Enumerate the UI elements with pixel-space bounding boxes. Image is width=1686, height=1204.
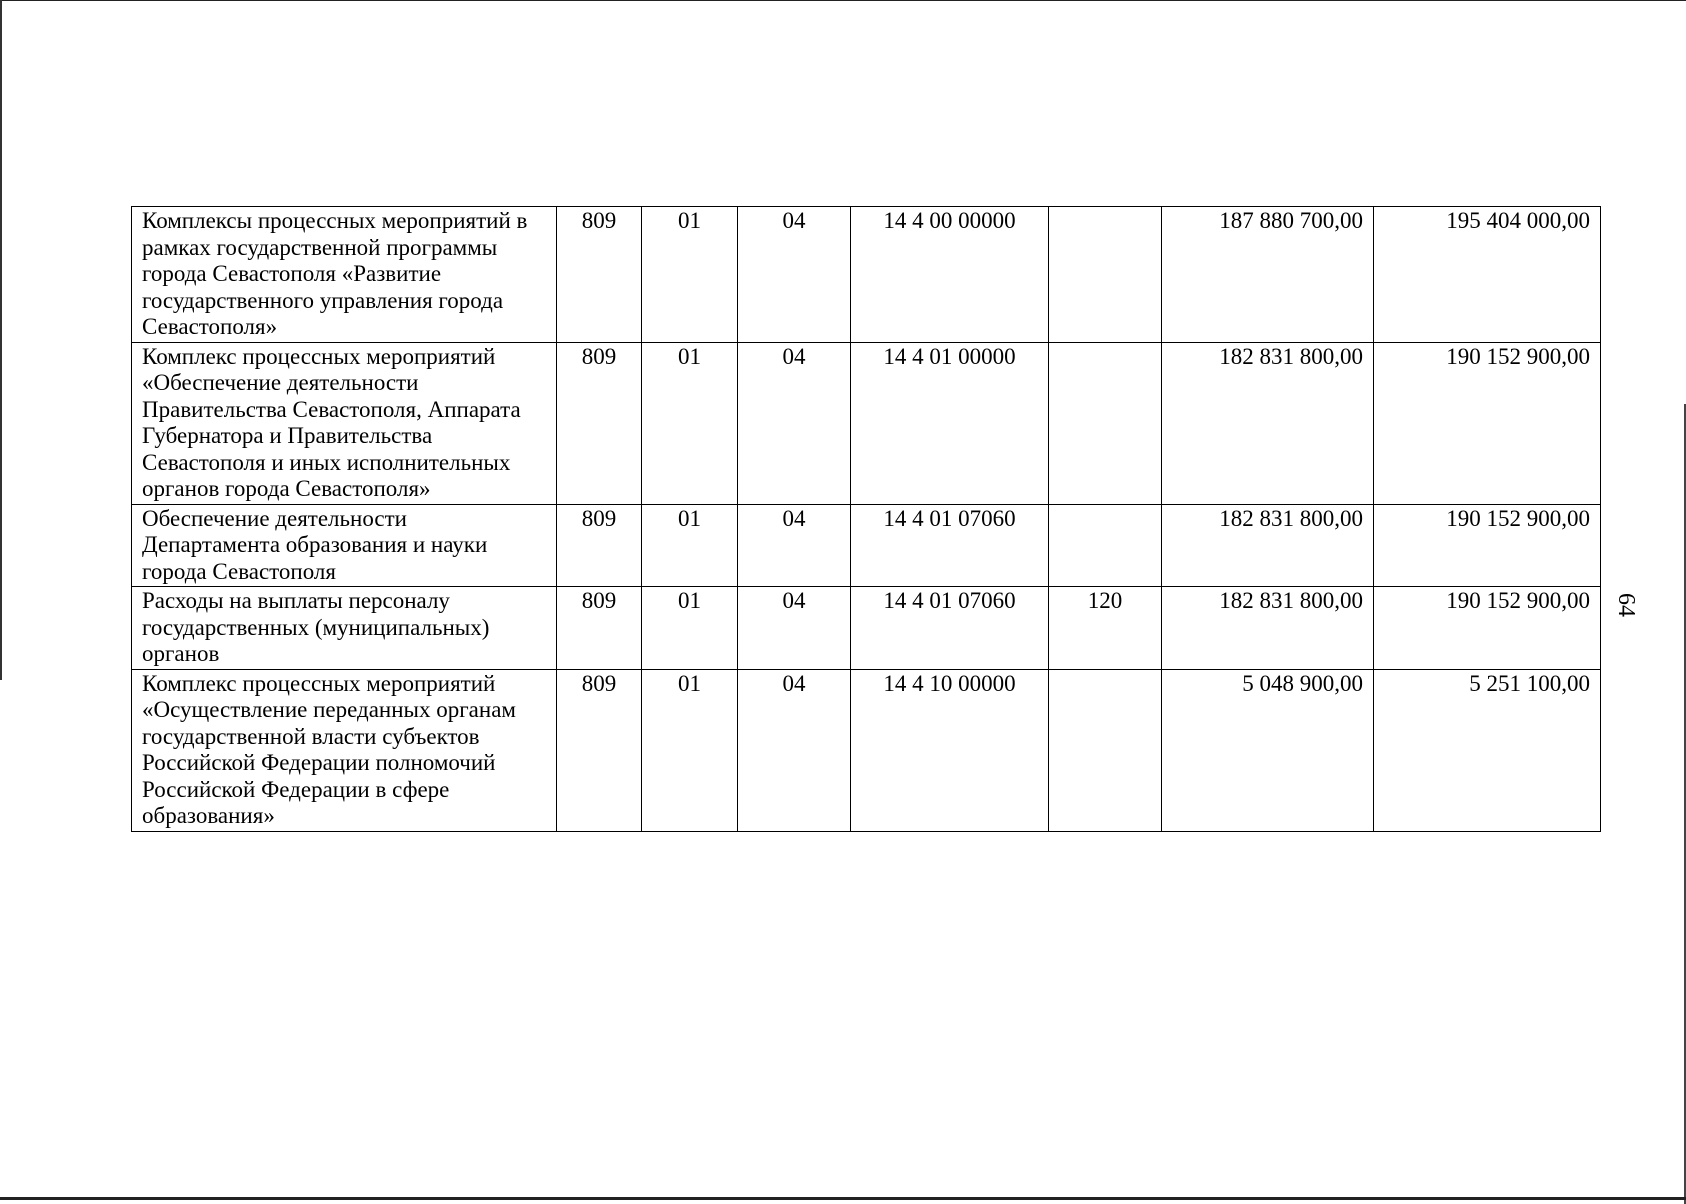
amount-year-2: 195 404 000,00 [1374, 207, 1601, 343]
table-row [132, 587, 1601, 670]
target-article-code: 14 4 01 07060 [851, 587, 1049, 670]
amount-year-1: 182 831 800,00 [1162, 342, 1374, 504]
amount-year-2: 190 152 900,00 [1374, 504, 1601, 587]
subsection-code: 04 [738, 504, 851, 587]
target-article-code: 14 4 00 00000 [851, 207, 1049, 343]
row-name: Комплекс процессных мероприятий «Осуществление переданных органам государственной власти субъектов Российской Федерации полномочий Российской Федерации в сфере образования» [132, 669, 557, 831]
grbs-code: 809 [557, 669, 642, 831]
section-code: 01 [642, 587, 738, 670]
amount-year-1: 187 880 700,00 [1162, 207, 1374, 343]
amount-year-2: 190 152 900,00 [1374, 342, 1601, 504]
budget-table [131, 206, 1601, 832]
row-name: Обеспечение деятельности Департамента образования и науки города Севастополя [132, 504, 557, 587]
subsection-code: 04 [738, 587, 851, 670]
grbs-code: 809 [557, 342, 642, 504]
target-article-code: 14 4 10 00000 [851, 669, 1049, 831]
expense-type-code [1049, 207, 1162, 343]
row-name: Комплексы процессных мероприятий в рамках государственной программы города Севастополя «Развитие государственного управления города Севастополя» [132, 207, 557, 343]
amount-year-1: 5 048 900,00 [1162, 669, 1374, 831]
table-row [132, 342, 1601, 504]
page-number: 64 [1613, 593, 1639, 617]
expense-type-code [1049, 669, 1162, 831]
subsection-code: 04 [738, 669, 851, 831]
amount-year-1: 182 831 800,00 [1162, 504, 1374, 587]
grbs-code: 809 [557, 207, 642, 343]
amount-year-2: 5 251 100,00 [1374, 669, 1601, 831]
grbs-code: 809 [557, 504, 642, 587]
table-row [132, 504, 1601, 587]
target-article-code: 14 4 01 00000 [851, 342, 1049, 504]
target-article-code: 14 4 01 07060 [851, 504, 1049, 587]
table-row [132, 669, 1601, 831]
subsection-code: 04 [738, 207, 851, 343]
row-name: Комплекс процессных мероприятий «Обеспечение деятельности Правительства Севастополя, Аппарата Губернатора и Правительства Севастополя и иных исполнительных органов города Севастополя» [132, 342, 557, 504]
scan-edge-left [0, 0, 2, 680]
row-name: Расходы на выплаты персоналу государственных (муниципальных) органов [132, 587, 557, 670]
expense-type-code [1049, 504, 1162, 587]
section-code: 01 [642, 504, 738, 587]
grbs-code: 809 [557, 587, 642, 670]
section-code: 01 [642, 669, 738, 831]
expense-type-code [1049, 342, 1162, 504]
amount-year-1: 182 831 800,00 [1162, 587, 1374, 670]
amount-year-2: 190 152 900,00 [1374, 587, 1601, 670]
table-row [132, 207, 1601, 343]
subsection-code: 04 [738, 342, 851, 504]
section-code: 01 [642, 207, 738, 343]
section-code: 01 [642, 342, 738, 504]
scan-edge-top [0, 0, 1686, 1]
expense-type-code: 120 [1049, 587, 1162, 670]
